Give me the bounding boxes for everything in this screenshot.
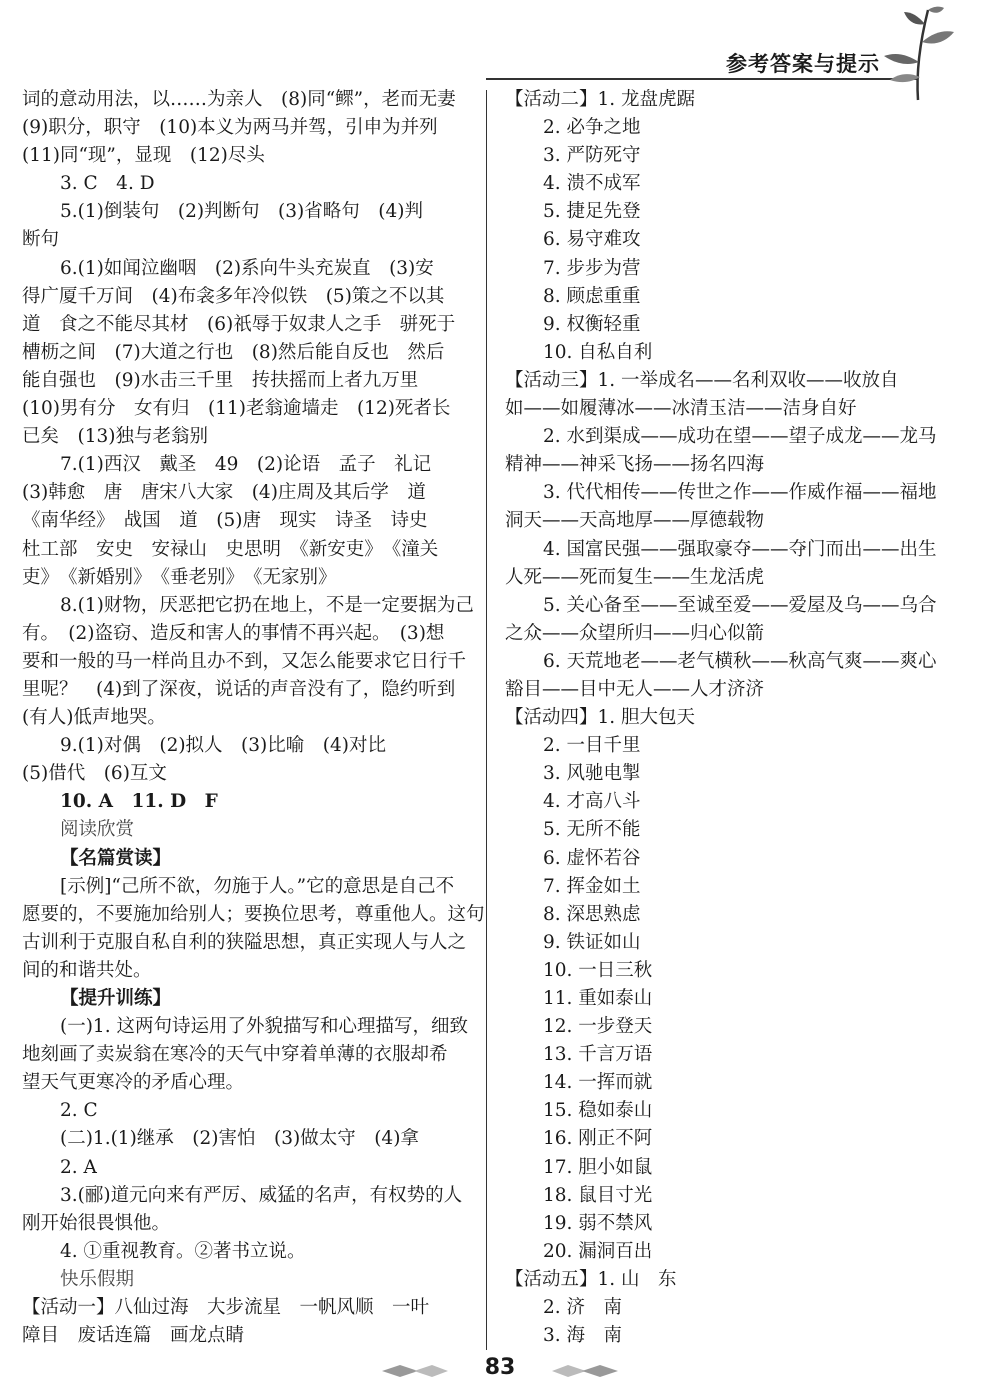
text-line: (5)借代 (6)互文 — [22, 763, 167, 785]
text-line: 如——如履薄冰——冰清玉洁——洁身自好 — [505, 398, 857, 420]
text-line: (10)男有分 女有归 (11)老翁逾墙走 (12)死者长 — [22, 398, 451, 420]
section-heading: 阅读欣赏 — [60, 819, 135, 841]
text-line: (一)1. 这两句诗运用了外貌描写和心理描写，细致 — [60, 1016, 468, 1038]
text-line: 7. 步步为营 — [543, 257, 641, 279]
text-line: 间的和谐共处。 — [22, 959, 152, 981]
text-line: (二)1.(1)继承 (2)害怕 (3)做太守 (4)拿 — [60, 1128, 419, 1150]
text-line: 杜工部 安史 安禄山 史思明 《新安吏》 《潼关 — [22, 538, 439, 560]
text-line: 精神——神采飞扬——扬名四海 — [505, 454, 765, 476]
right-column — [505, 86, 937, 1350]
text-line: 能自强也 (9)水击三千里 抟扶摇而上者九万里 — [22, 369, 419, 391]
text-line: 8. 顾虑重重 — [543, 285, 641, 307]
text-line: 5. 无所不能 — [543, 819, 641, 841]
text-line: 9.(1)对偶 (2)拟人 (3)比喻 (4)对比 — [60, 735, 386, 757]
text-line: (9)职分，职守 (10)本义为两马并驾，引申为并列 — [22, 117, 438, 139]
text-line: 3. 严防死守 — [543, 145, 641, 167]
text-line: 10. 一日三秋 — [543, 959, 653, 981]
text-line: 有。 (2)盗窃、造反和害人的事情不再兴起。 (3)想 — [22, 622, 445, 644]
text-line: (11)同“现”，显现 (12)尽头 — [22, 145, 265, 167]
text-line: 槽枥之间 (7)大道之行也 (8)然后能自反也 然后 — [22, 341, 445, 363]
ornament-icon — [550, 1361, 620, 1381]
text-line: 洞天——天高地厚——厚德载物 — [505, 510, 765, 532]
text-line: 之众——众望所归——归心似箭 — [505, 622, 765, 644]
text-line: (3)韩愈 唐 唐宋八大家 (4)庄周及其后学 道 — [22, 482, 426, 504]
text-line: 得广厦千万间 (4)布衾多年冷似铁 (5)策之不以其 — [22, 285, 445, 307]
text-line: 20. 漏洞百出 — [543, 1240, 653, 1262]
text-line: 【活动五】1. 山 东 — [505, 1268, 677, 1290]
text-line: 刚开始很畏惧他。 — [22, 1212, 171, 1234]
text-line: 10. A 11. D F — [60, 791, 218, 813]
text-line: 2. A — [60, 1156, 97, 1178]
text-line: 望天气更寒冷的矛盾心理。 — [22, 1072, 245, 1094]
text-line: 断句 — [22, 229, 60, 251]
text-line: 6.(1)如闻泣幽咽 (2)系向牛头充炭直 (3)安 — [60, 257, 434, 279]
text-line: 11. 重如泰山 — [543, 988, 653, 1009]
text-line: 3. 代代相传——传世之作——作威作福——福地 — [543, 482, 937, 504]
text-line: 人死——死而复生——生龙活虎 — [505, 566, 765, 588]
text-line: 15. 稳如泰山 — [543, 1100, 653, 1122]
text-line: 3. C 4. D — [60, 173, 155, 195]
header-title: 参考答案与提示 — [726, 52, 880, 76]
text-line: 2. 水到渠成——成功在望——望子成龙——龙马 — [543, 426, 937, 448]
text-line: 9. 铁证如山 — [543, 931, 641, 953]
text-line: 豁目——目中无人——人才济济 — [505, 678, 765, 700]
left-column — [22, 86, 485, 1350]
text-line: [示例]“己所不欲，勿施于人。”它的意思是自己不 — [60, 875, 455, 897]
text-line: 5. 捷足先登 — [543, 201, 641, 223]
text-line: 9. 权衡轻重 — [543, 313, 641, 335]
text-line: 4. ①重视教育。②著书立说。 — [60, 1240, 306, 1262]
text-line: 8.(1)财物，厌恶把它扔在地上，不是一定要据为己 — [60, 594, 474, 616]
text-line: 2. C — [60, 1100, 98, 1122]
subsection-heading: 【提升训练】 — [60, 988, 172, 1009]
text-line: 《南华经》 战国 道 (5)唐 现实 诗圣 诗史 — [22, 510, 428, 532]
text-line: 6. 天荒地老——老气横秋——秋高气爽——爽心 — [543, 650, 937, 672]
text-line: 障目 废话连篇 画龙点睛 — [22, 1325, 245, 1347]
text-line: 14. 一挥而就 — [543, 1072, 653, 1094]
text-line: 4. 才高八斗 — [543, 791, 641, 813]
text-line: 6. 虚怀若谷 — [543, 847, 641, 869]
ornament-icon — [380, 1361, 450, 1381]
text-line: 6. 易守难攻 — [543, 229, 641, 251]
text-line: 13. 千言万语 — [543, 1044, 653, 1066]
text-line: 【活动三】1. 一举成名——名利双收——收放自 — [505, 369, 899, 391]
column-divider — [486, 90, 487, 1350]
text-line: 道 食之不能尽其材 (6)祇辱于奴隶人之手 骈死于 — [22, 313, 456, 335]
text-line: 19. 弱不禁风 — [543, 1212, 653, 1234]
text-line: 已矣 (13)独与老翁别 — [22, 426, 208, 448]
text-line: (有人)低声地哭。 — [22, 707, 166, 729]
text-line: 4. 溃不成军 — [543, 173, 641, 195]
text-line: 7.(1)西汉 戴圣 49 (2)论语 孟子 礼记 — [60, 454, 432, 476]
page-header — [0, 0, 1000, 100]
text-line: 12. 一步登天 — [543, 1016, 653, 1038]
text-line: 8. 深思熟虑 — [543, 903, 641, 925]
page-number: 83 — [484, 1355, 516, 1380]
text-line: 地刻画了卖炭翁在寒冷的天气中穿着单薄的衣服却希 — [22, 1044, 448, 1066]
text-line: 古训利于克服自私自利的狭隘思想，真正实现人与人之 — [22, 931, 467, 953]
header-rule — [486, 78, 918, 80]
text-line: 5. 关心备至——至诚至爱——爱屋及乌——乌合 — [543, 594, 937, 616]
text-line: 18. 鼠目寸光 — [543, 1184, 653, 1206]
text-line: 16. 刚正不阿 — [543, 1128, 653, 1150]
text-line: 3. 风驰电掣 — [543, 763, 641, 785]
text-line: 3.(郦)道元向来有严厉、威猛的名声，有权势的人 — [60, 1184, 463, 1206]
text-line: 4. 国富民强——强取豪夺——夺门而出——出生 — [543, 538, 937, 560]
text-line: 吏》 《新婚别》 《垂老别》 《无家别》 — [22, 566, 337, 588]
text-line: 7. 挥金如土 — [543, 875, 641, 897]
text-line: 2. 一目千里 — [543, 735, 641, 757]
text-line: 里呢？ (4)到了深夜，说话的声音没有了，隐约听到 — [22, 678, 456, 700]
subsection-heading: 【名篇赏读】 — [60, 847, 172, 869]
text-line: 17. 胆小如鼠 — [543, 1156, 653, 1178]
text-line: 【活动一】八仙过海 大步流星 一帆风顺 一叶 — [22, 1297, 430, 1319]
text-line: 5.(1)倒装句 (2)判断句 (3)省略句 (4)判 — [60, 201, 423, 223]
text-line: 2. 济 南 — [543, 1297, 623, 1319]
text-line: 愿要的，不要施加给别人；要换位思考，尊重他人。这句 — [22, 903, 485, 925]
text-line: 【活动二】1. 龙盘虎踞 — [505, 89, 696, 110]
text-line: 词的意动用法，以……为亲人 (8)同“鳏”，老而无妻 — [22, 89, 456, 110]
text-line: 3. 海 南 — [543, 1325, 623, 1347]
text-line: 2. 必争之地 — [543, 117, 641, 139]
text-line: 10. 自私自利 — [543, 341, 653, 363]
text-line: 要和一般的马一样尚且办不到，又怎么能要求它日行千 — [22, 650, 467, 672]
text-line: 【活动四】1. 胆大包天 — [505, 707, 696, 729]
page-footer — [0, 1351, 1000, 1391]
section-heading: 快乐假期 — [60, 1268, 135, 1290]
